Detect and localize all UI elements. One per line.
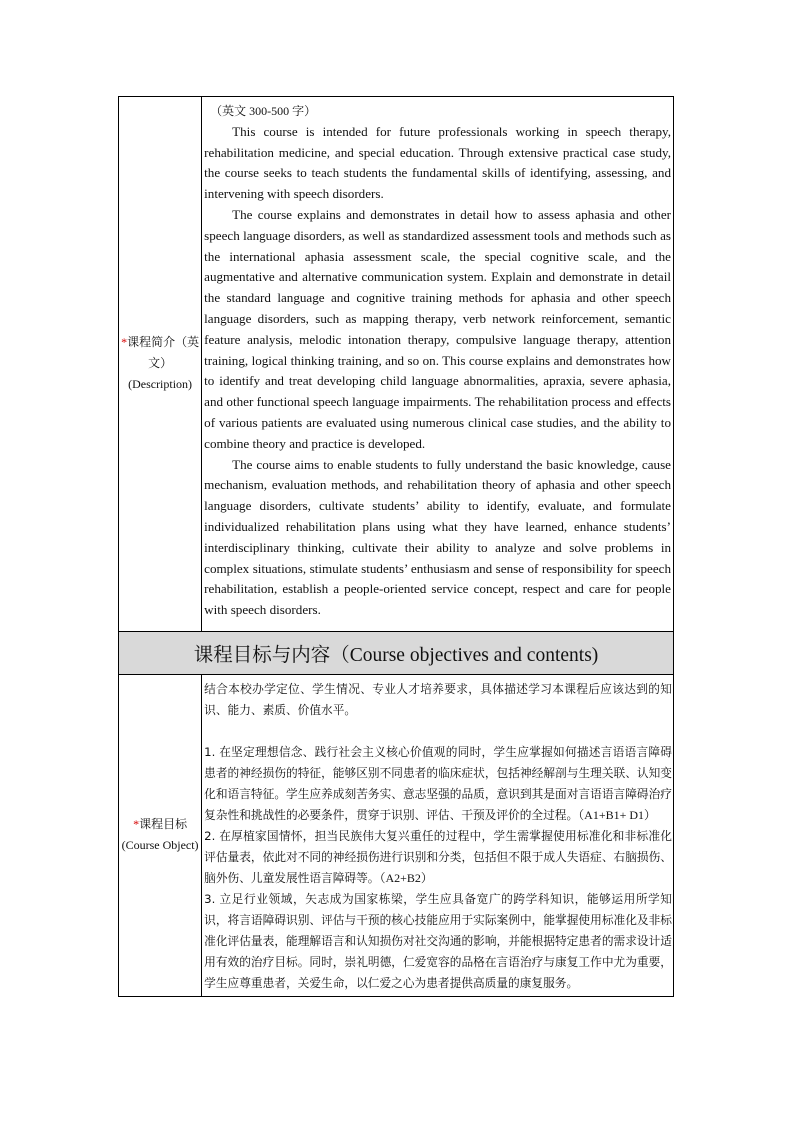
description-label-cell [119, 97, 202, 632]
objective-label-cn [119, 814, 201, 835]
description-paragraph: The course explains and demonstrates in detail how to assess aphasia and other speech language disorders, as well as standardized assessment tools and methods such as the international aphasia assessment scale, the special cognitive scale, and the augmentative and alternative communication system. Explain and demonstrate in detail the standard language and cognitive training methods for aphasia and other speech language disorders, such as mapping therapy, verb network reinforcement, semantic feature analysis, melodic intonation therapy, compulsive language therapy, attention training, logical thinking training, and so on. This course explains and demonstrates how to identify and treat developing child language abnormalities, apraxia, severe aphasia, and other functional speech language impairments. The rehabilitation process and effects of various patients are evaluated using numerous clinical case studies, and the ability to combine theory and practice is developed. [204, 206, 671, 451]
objective-item-text: 3. 立足行业领域，矢志成为国家栋梁，学生应具备宽广的跨学科知识，能够运用所学知识，将言语障碍识别、评估与干预的核心技能应用于实际案例中，能掌握使用标准化及非标准化评估量表，能理解语言和认知损伤对社交沟通的影响，并能根据特定患者的需求设计适用有效的治疗目标。同时，崇礼明德，仁爱宽容的品格在言语治疗与康复工作中尤为重要，学生应尊重患者，关爱生命，以仁爱之心为患者提供高质量的康复服务。 [204, 891, 672, 990]
section-header-row [119, 631, 674, 674]
section-header-cn: 课程目标与内容 [193, 642, 331, 666]
description-label-cn [119, 332, 201, 353]
objective-item-1 [204, 742, 672, 826]
description-paragraph: The course aims to enable students to fully understand the basic knowledge, cause mechanism, evaluation methods, and rehabilitation theory of aphasia and other speech language disorders, cultivate students’ ability to identify, evaluate, and formulate individualized rehabilitation plans using what they have learned, enhance students’ interdisciplinary thinking, cultivate their ability to analyze and solve problems in complex situations, stimulate students’ enthusiasm and sense of responsibility for speech rehabilitation, establish a people-oriented service concept, respect and care for people with speech disorders. [204, 456, 671, 618]
description-label-cn-line1: 课程简介（英 [127, 335, 200, 350]
word-limit-note: （英文 300-500 字） [210, 104, 317, 118]
objective-content-cell [202, 674, 674, 996]
course-form-table [118, 96, 674, 997]
spacer [204, 721, 672, 742]
objective-item-text: 2. 在厚植家国情怀，担当民族伟大复兴重任的过程中，学生需掌握使用标准化和非标准化评估量表，依此对不同的神经损伤进行识别和分类，包括但不限于成人失语症、右脑损伤、脑外伤、儿童发展性语言障碍等。 [204, 828, 672, 885]
description-label-en: (Description) [128, 377, 193, 392]
objective-item-3 [204, 889, 672, 994]
required-star: * [121, 335, 128, 350]
description-row [119, 97, 674, 632]
required-star: * [133, 817, 140, 832]
objective-item-2 [204, 826, 672, 889]
objective-intro: 结合本校办学定位、学生情况、专业人才培养要求，具体描述学习本课程后应该达到的知识、能力、素质、价值水平。 [204, 681, 672, 717]
description-paragraph: This course is intended for future professionals working in speech therapy, rehabilitation medicine, and special education. Through extensive practical case study, the course seeks to teach students the fundamental skills of identifying, assessing, and intervening with speech disorders. [204, 123, 671, 202]
objective-label-cn-text: 课程目标 [139, 817, 188, 832]
objective-item-code: （A1+B1+ D1） [578, 807, 657, 822]
objective-label-en: (Course Object) [121, 838, 199, 853]
objective-row [119, 674, 674, 996]
section-header [119, 631, 674, 674]
description-label-cn-line2: 文） [148, 356, 173, 371]
objective-label-cell [119, 674, 202, 996]
objective-item-code: （A2+B2） [379, 870, 433, 885]
objective-item-text: 1. 在坚定理想信念、践行社会主义核心价值观的同时，学生应掌握如何描述言语语言障碍患者的神经损伤的特征，能够区别不同患者的临床症状，包括神经解剖与生理关联、认知变化和语言特征。学生应养成刻苦务实、意志坚强的品质，意识到其是面对言语语言障碍治疗复杂性和挑战性的必要条件，贯穿于识别、评估、干预及评价的全过程。 [204, 744, 672, 822]
section-header-en: （Course objectives and contents) [330, 644, 599, 666]
description-content-cell [202, 97, 674, 632]
